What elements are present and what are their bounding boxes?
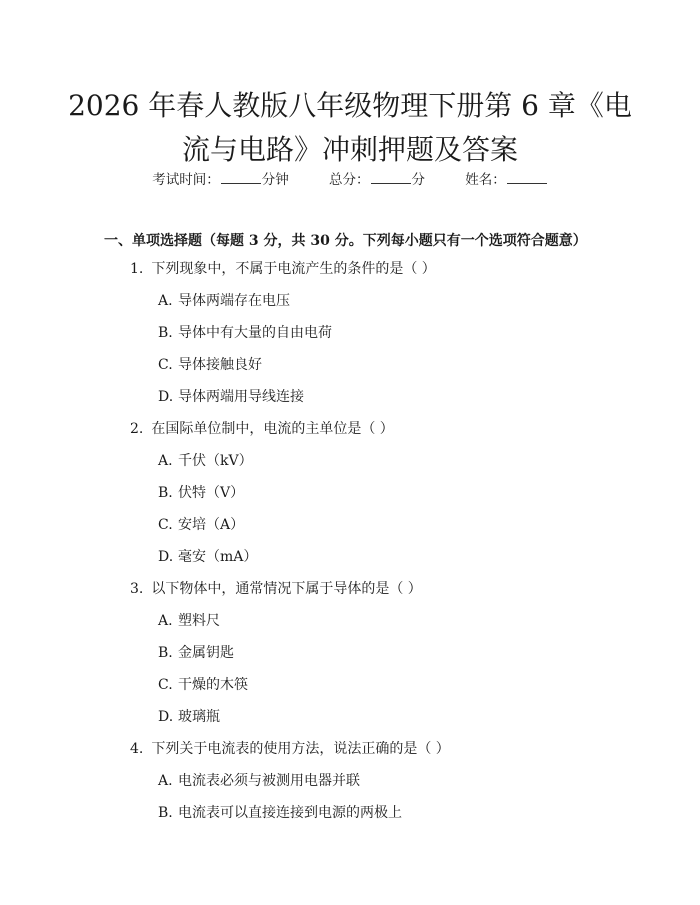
option-letter: A. (158, 613, 173, 629)
question-text: 在国际单位制中，电流的主单位是（ ） (151, 421, 394, 437)
option-letter: C. (158, 357, 173, 373)
question-4 (130, 739, 450, 759)
total-score-field (329, 168, 425, 188)
option-text: 导体接触良好 (178, 357, 262, 373)
option-text: 金属钥匙 (178, 645, 234, 661)
option-text: 电流表必须与被测用电器并联 (178, 773, 360, 789)
option-letter: B. (158, 805, 173, 821)
option-letter: D. (158, 709, 174, 725)
option-letter: A. (158, 293, 173, 309)
option-3c (158, 675, 248, 695)
exam-info-row (0, 168, 700, 188)
option-1d (158, 387, 304, 407)
name-blank (507, 171, 547, 184)
option-letter: A. (158, 773, 173, 789)
option-letter: D. (158, 549, 174, 565)
option-letter: B. (158, 485, 173, 501)
option-text: 干燥的木筷 (178, 677, 248, 693)
option-letter: C. (158, 517, 173, 533)
option-text: 导体两端用导线连接 (178, 389, 304, 405)
option-2d (158, 547, 257, 567)
total-score-unit: 分 (411, 172, 425, 188)
question-number: 4. (130, 741, 144, 757)
option-1c (158, 355, 262, 375)
name-label: 姓名： (465, 172, 506, 188)
option-2c (158, 515, 244, 535)
question-text: 下列现象中，不属于电流产生的条件的是（ ） (151, 261, 436, 277)
option-4b (158, 803, 402, 823)
page-title (60, 84, 640, 172)
exam-time-field (152, 168, 289, 188)
option-text: 安培（A） (178, 517, 245, 533)
option-4a (158, 771, 360, 791)
option-2b (158, 483, 244, 503)
option-letter: C. (158, 677, 173, 693)
option-1a (158, 291, 290, 311)
option-2a (158, 451, 253, 471)
title-line-2: 流与电路》冲刺押题及答案 (181, 133, 518, 166)
question-number: 2. (130, 421, 144, 437)
option-text: 千伏（kV） (178, 453, 253, 469)
section-heading: 一、单项选择题（每题 3 分，共 30 分。下列每小题只有一个选项符合题意） (104, 233, 587, 249)
question-2 (130, 419, 394, 439)
option-text: 玻璃瓶 (178, 709, 220, 725)
question-text: 以下物体中，通常情况下属于导体的是（ ） (151, 581, 422, 597)
option-3b (158, 643, 234, 663)
option-letter: B. (158, 325, 173, 341)
option-3a (158, 611, 220, 631)
exam-time-label: 考试时间： (152, 172, 220, 188)
total-score-blank (371, 171, 411, 184)
question-1 (130, 259, 436, 279)
option-text: 电流表可以直接连接到电源的两极上 (178, 805, 402, 821)
option-letter: D. (158, 389, 174, 405)
option-1b (158, 323, 332, 343)
option-text: 塑料尺 (178, 613, 220, 629)
option-letter: B. (158, 645, 173, 661)
question-number: 1. (130, 261, 144, 277)
option-text: 导体中有大量的自由电荷 (178, 325, 332, 341)
title-line-1: 2026 年春人教版八年级物理下册第 6 章《电 (68, 89, 632, 122)
name-field (465, 168, 548, 188)
option-letter: A. (158, 453, 173, 469)
question-3 (130, 579, 422, 599)
option-3d (158, 707, 220, 727)
exam-time-blank (221, 171, 261, 184)
question-number: 3. (130, 581, 144, 597)
total-score-label: 总分： (329, 172, 370, 188)
option-text: 毫安（mA） (178, 549, 258, 565)
option-text: 导体两端存在电压 (178, 293, 290, 309)
exam-time-unit: 分钟 (261, 172, 289, 188)
option-text: 伏特（V） (178, 485, 245, 501)
question-text: 下列关于电流表的使用方法，说法正确的是（ ） (151, 741, 450, 757)
